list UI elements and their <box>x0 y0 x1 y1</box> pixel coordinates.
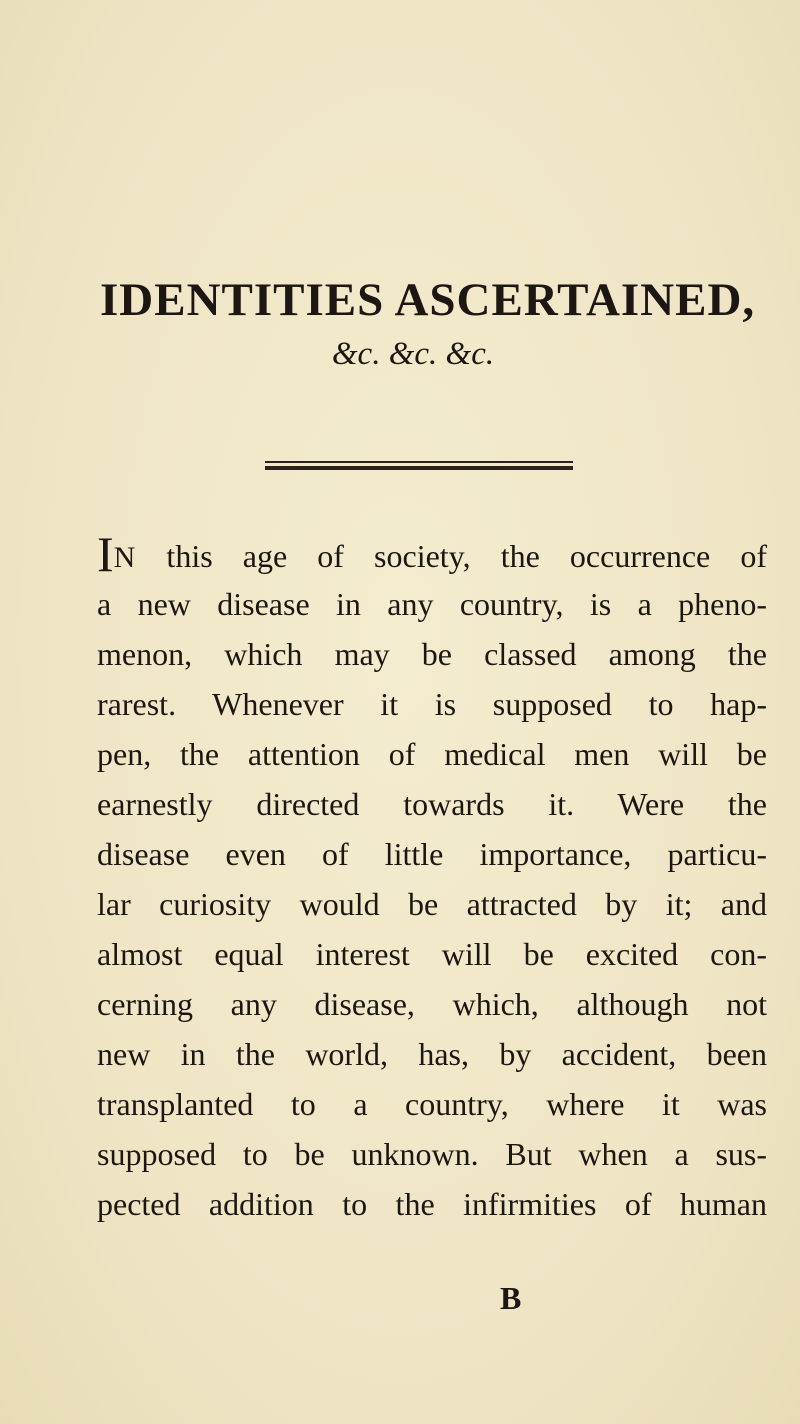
drop-cap: I <box>97 526 114 582</box>
paragraph-line-14: pected addition to the infirmities of human <box>97 1186 767 1222</box>
paragraph-line-7: disease even of little importance, particu- <box>97 836 767 872</box>
paragraph-line-6: earnestly directed towards it. Were the <box>97 786 767 822</box>
line-text: this age of society, the occurrence of <box>136 538 767 574</box>
paragraph-line-3: menon, which may be classed among the <box>97 636 767 672</box>
paragraph-line-13: supposed to be unknown. But when a sus- <box>97 1136 767 1172</box>
paragraph-line-5: pen, the attention of medical men will be <box>97 736 767 772</box>
paragraph-line-10: cerning any disease, which, although not <box>97 986 767 1022</box>
body-paragraph <box>97 526 767 1229</box>
chapter-subtitle: &c. &c. &c. <box>331 336 495 372</box>
chapter-title: IDENTITIES ASCERTAINED, <box>100 274 756 326</box>
paragraph-line-4: rarest. Whenever it is supposed to hap- <box>97 686 767 722</box>
paragraph-line-11: new in the world, has, by accident, been <box>97 1036 767 1072</box>
paragraph-line-8: lar curiosity would be attracted by it; and <box>97 886 767 922</box>
paragraph-line-9: almost equal interest will be excited con- <box>97 936 767 972</box>
first-word-rest: N <box>113 541 137 574</box>
decorative-rule <box>265 461 573 470</box>
paragraph-line-2: a new disease in any country, is a pheno- <box>97 586 767 622</box>
paragraph-line-12: transplanted to a country, where it was <box>97 1086 767 1122</box>
paragraph-line-1 <box>97 526 767 582</box>
signature-mark: B <box>500 1280 522 1316</box>
